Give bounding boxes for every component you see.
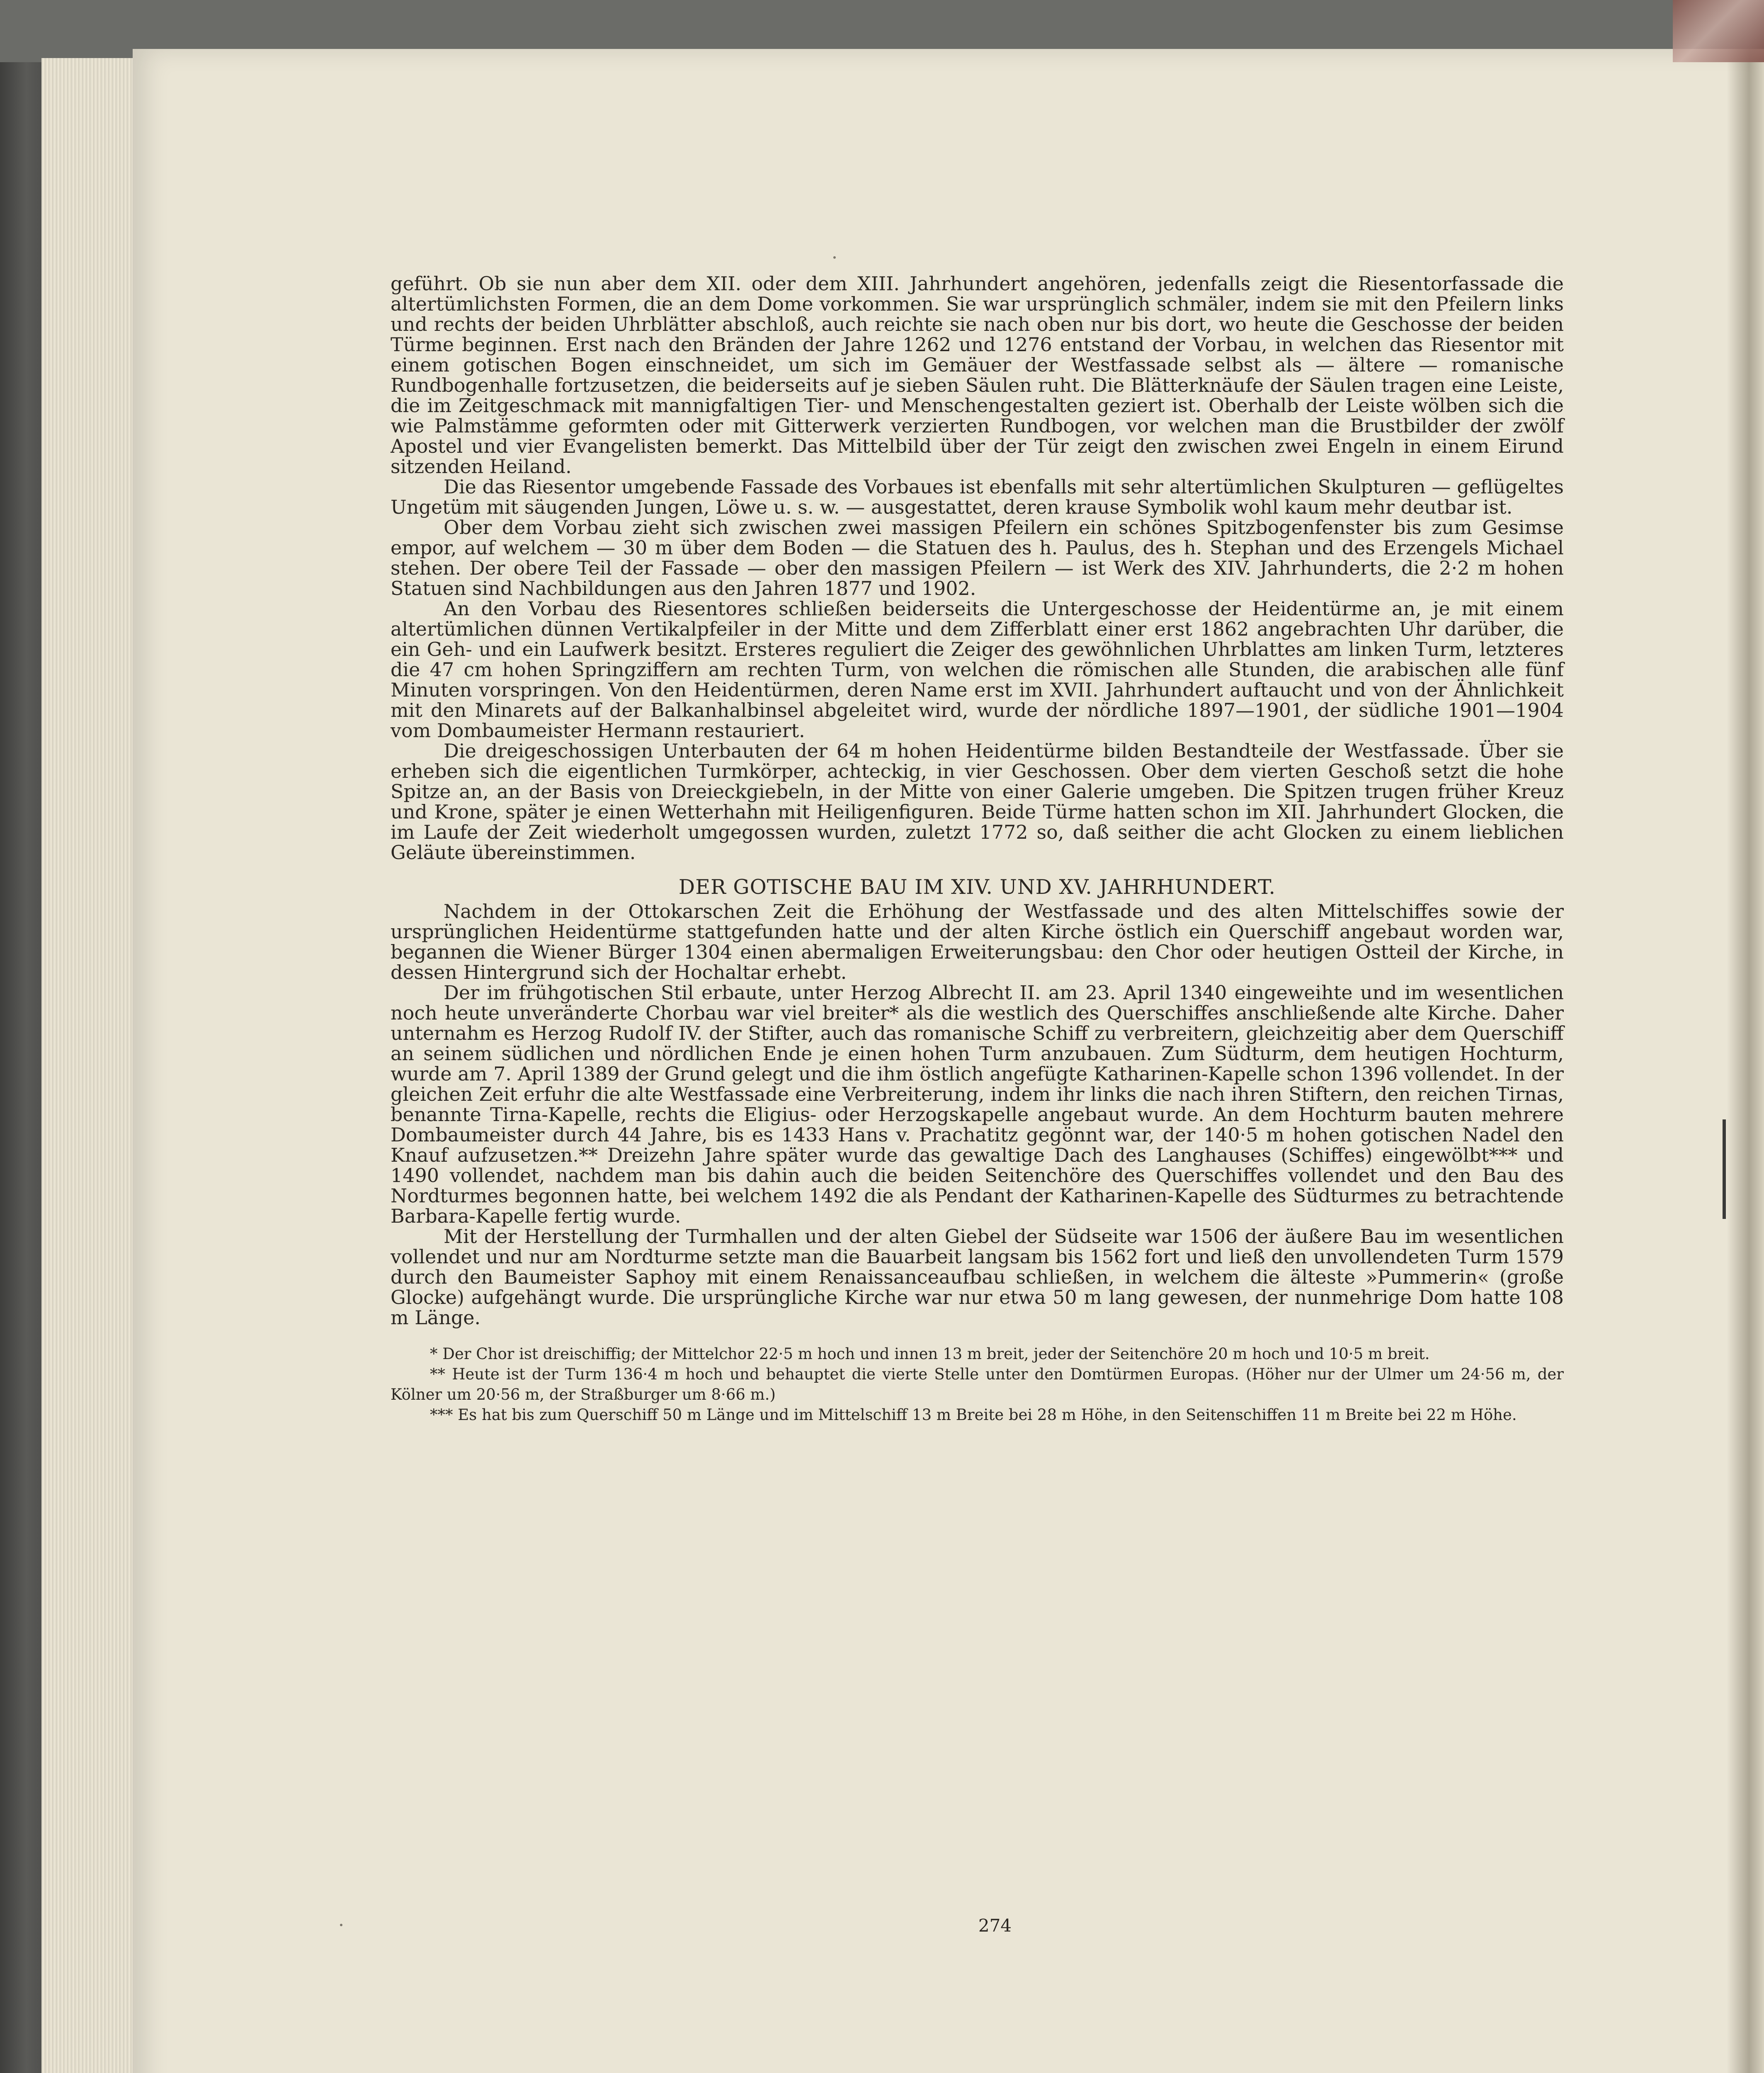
paragraph: Ober dem Vorbau zieht sich zwischen zwei massigen Pfeilern ein schönes Spitzbogenfenster bis zum Gesimse empor, auf welchem — 30 m über dem Boden — die Statuen des h. Paulus, des h. Stephan und des Erzengels Michael stehen. Der obere Teil der Fassade — ober den massigen Pfeilern — ist Werk des XIV. Jahrhunderts, die 2·2 m hohen Statuen sind Nachbildungen aus den Jahren 1877 und 1902.	[391, 516, 1564, 600]
paragraph: Die dreigeschossigen Unterbauten der 64 m hohen Heidentürme bilden Bestandteile der Westfassade. Über sie erheben sich die eigentlichen Turmkörper, achteckig, in vier Geschossen. Ober dem vierten Geschoß setzt die hohe Spitze an, an der Basis von Dreieckgiebeln, in der Mitte von einer Galerie umgeben. Die Spitzen trugen früher Kreuz und Krone, später je einen Wetterhahn mit Heiligenfiguren. Beide Türme hatten schon im XII. Jahrhundert Glocken, die im Laufe der Zeit wiederholt umgegossen wurden, zuletzt 1772 so, daß seither die acht Glocken zu einem lieblichen Geläute übereinstimmen.	[391, 740, 1564, 864]
footnote: *** Es hat bis zum Querschiff 50 m Länge und im Mittelschiff 13 m Breite bei 28 m Höhe, in den Seitenschiffen 11 m Breite bei 22 m Höhe.	[430, 1406, 1517, 1424]
paragraph: Der im frühgotischen Stil erbaute, unter Herzog Albrecht II. am 23. April 1340 eingeweihte und im wesentlichen noch heute unveränderte Chorbau war viel breiter* als die westlich des Querschiffes anschließende alte Kirche. Daher unternahm es Herzog Rudolf IV. der Stifter, auch das romanische Schiff zu verbreitern, gleichzeitig aber dem Querschiff an seinem südlichen und nördlichen Ende je einen hohen Turm anzubauen. Zum Südturm, dem heutigen Hochturm, wurde am 7. April 1389 der Grund gelegt und die ihm östlich angefügte Katharinen-Kapelle schon 1396 vollendet. In der gleichen Zeit erfuhr die alte Westfassade eine Verbreiterung, indem ihr links die nach ihren Stiftern, den reichen Tirnas, benannte Tirna-Kapelle, rechts die Eligius- oder Herzogskapelle angebaut wurde. An dem Hochturm bauten mehrere Dombaumeister durch 44 Jahre, bis es 1433 Hans v. Prachatitz gegönnt war, der 140·5 m hohen gotischen Nadel den Knauf aufzusetzen.** Dreizehn Jahre später wurde das gewaltige Dach des Langhauses (Schiffes) eingewölbt*** und 1490 vollendet, nachdem man bis dahin auch die beiden Seitenchöre des Querschiffes vollendet und den Bau des Nordturmes begonnen hatte, bei welchem 1492 die als Pendant der Katharinen-Kapelle des Südturmes zu betrachtende Barbara-Kapelle fertig wurde.	[391, 981, 1564, 1227]
section-heading: DER GOTISCHE BAU IM XIV. UND XV. JAHRHUNDERT.	[678, 875, 1276, 899]
footnotes	[391, 1344, 1564, 1425]
footnote: ** Heute ist der Turm 136·4 m hoch und behauptet die vierte Stelle unter den Domtürmen Europas. (Höher nur der Ulmer um 24·56 m, der Kölner um 20·56 m, der Straßburger um 8·66 m.)	[391, 1365, 1564, 1403]
footnote: * Der Chor ist dreischiffig; der Mittelchor 22·5 m hoch und innen 13 m breit, jeder der Seitenchöre 20 m hoch und 10·5 m breit.	[430, 1345, 1430, 1363]
page-gutter	[1727, 49, 1764, 2073]
page-number: 274	[978, 1915, 1012, 1936]
paper-speck	[340, 1924, 342, 1926]
paragraph: Mit der Herstellung der Turmhallen und der alten Giebel der Südseite war 1506 der äußere Bau im wesentlichen vollendet und nur am Nordturme setzte man die Bauarbeit langsam bis 1562 fort und ließ den unvollendeten Turm 1579 durch den Baumeister Saphoy mit einem Renaissanceaufbau schließen, in welchem die älteste »Pummerin« (große Glocke) aufgehängt wurde. Die ursprüngliche Kirche war nur etwa 50 m lang gewesen, der nunmehrige Dom hatte 108 m Länge.	[391, 1225, 1564, 1329]
bookmark-ribbon	[1673, 0, 1764, 62]
paper-speck	[833, 256, 836, 259]
paragraph: An den Vorbau des Riesentores schließen beiderseits die Untergeschosse der Heidentürme an, je mit einem altertümlichen dünnen Vertikalpfeiler in der Mitte und dem Zifferblatt einer erst 1862 angebrachten Uhr darüber, die ein Geh- und ein Laufwerk besitzt. Ersteres reguliert die Zeiger des gewöhnlichen Uhrblattes am linken Turm, letzteres die 47 cm hohen Springziffern am rechten Turm, von welchen die römischen alle Stunden, die arabischen alle fünf Minuten vorspringen. Von den Heidentürmen, deren Name erst im XVII. Jahrhundert auftaucht und von der Ähnlichkeit mit den Minarets auf der Balkanhalbinsel abgeleitet wird, wurde der nördliche 1897—1901, der südliche 1901—1904 vom Dombaumeister Hermann restauriert.	[391, 597, 1564, 742]
paragraph: Die das Riesentor umgebende Fassade des Vorbaues ist ebenfalls mit sehr altertümlichen Skulpturen — geflügeltes Ungetüm mit säugenden Jungen, Löwe u. s. w. — ausgestattet, deren krause Symbolik wohl kaum mehr deutbar ist.	[391, 476, 1564, 518]
body-text	[391, 274, 1564, 1425]
paragraph: geführt. Ob sie nun aber dem XII. oder dem XIII. Jahrhundert angehören, jedenfalls zeigt die Riesentorfassade die altertümlichsten Formen, die an dem Dome vorkommen. Sie war ursprünglich schmäler, indem sie mit den Pfeilern links und rechts der beiden Uhrblätter abschloß, auch reichte sie nach oben nur bis dort, wo heute die Geschosse der beiden Türme beginnen. Erst nach den Bränden der Jahre 1262 und 1276 entstand der Vorbau, in welchen das Riesentor mit einem gotischen Bogen einschneidet, um sich im Gemäuer der Westfassade selbst als — ältere — romanische Rundbogenhalle fortzusetzen, die beiderseits auf je sieben Säulen ruht. Die Blätterknäufe der Säulen tragen eine Leiste, die im Zeitgeschmack mit mannigfaltigen Tier- und Menschengestalten geziert ist. Oberhalb der Leiste wölben sich die wie Palmstämme geformten oder mit Gitterwerk verzierten Rundbogen, vor welchen man die Brustbilder der zwölf Apostel und vier Evangelisten bemerkt. Das Mittelbild über der Tür zeigt den zwischen zwei Engeln in einem Eirund sitzenden Heiland.	[391, 272, 1564, 478]
paragraph: Nachdem in der Ottokarschen Zeit die Erhöhung der Westfassade und des alten Mittelschiffes sowie der ursprünglichen Heidentürme stattgefunden hatte und der alten Kirche östlich ein Querschiff angebaut worden war, begannen die Wiener Bürger 1304 einen abermaligen Erweiterungsbau: den Chor oder heutigen Ostteil der Kirche, in dessen Hintergrund sich der Hochaltar erhebt.	[391, 900, 1564, 983]
page-edge-mark	[1723, 1119, 1726, 1219]
